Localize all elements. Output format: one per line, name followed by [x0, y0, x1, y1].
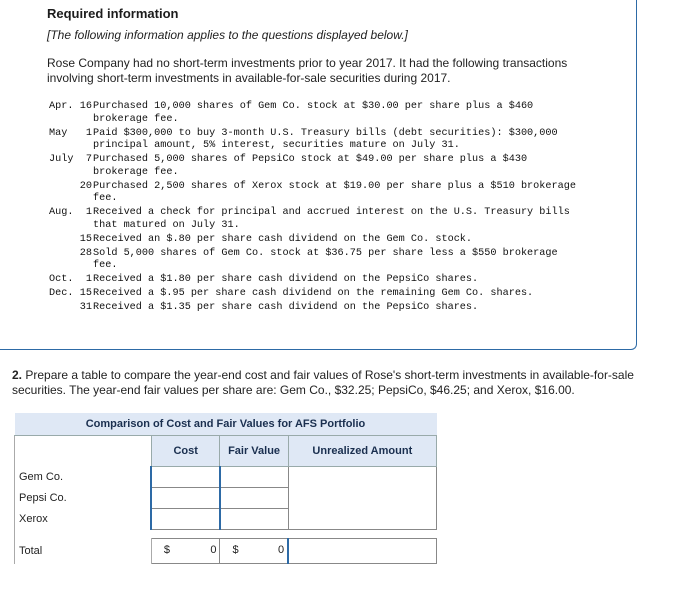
transaction-text: that matured on July 31.	[93, 219, 240, 231]
transaction-entry	[49, 248, 629, 273]
total-unrealized-input[interactable]	[288, 539, 436, 564]
transaction-text: Purchased 5,000 shares of PepsiCo stock at $49.00 per share plus a $430	[93, 154, 528, 165]
xerox-fair-value-input[interactable]	[220, 509, 288, 530]
column-header-cost: Cost	[151, 436, 220, 467]
row-label-xerox: Xerox	[15, 509, 152, 530]
transaction-entry	[49, 288, 629, 301]
transaction-text: Received a check for principal and accrued interest on the U.S. Treasury bills	[93, 207, 570, 218]
question-number: 2.	[12, 368, 23, 382]
transaction-text: brokerage fee.	[93, 166, 179, 178]
transaction-text: Purchased 2,500 shares of Xerox stock at $19.00 per share plus a $510 brokerage	[93, 180, 576, 192]
transaction-text: Received a $.95 per share cash dividend on the remaining Gem Co. shares.	[93, 288, 534, 299]
transaction-day: 31	[79, 302, 92, 313]
pepsi-fair-value-input[interactable]	[220, 488, 288, 509]
transaction-day: 16	[79, 101, 92, 112]
transaction-day: 15	[79, 288, 92, 299]
question-2	[12, 368, 682, 398]
transaction-text: brokerage fee.	[93, 113, 179, 125]
gem-cost-input[interactable]	[151, 467, 220, 488]
transaction-entry	[49, 302, 629, 315]
panel-title: Required information	[47, 6, 179, 21]
header-blank	[15, 436, 152, 467]
transaction-entry	[49, 128, 629, 153]
transaction-month: Apr.	[49, 101, 74, 112]
transaction-text: Purchased 10,000 shares of Gem Co. stock at $30.00 per share plus a $460	[93, 101, 534, 112]
transaction-month: July	[49, 154, 74, 165]
transaction-month: Oct.	[49, 274, 74, 285]
transactions-list	[49, 101, 629, 315]
transaction-entry	[49, 207, 629, 232]
transaction-entry	[49, 101, 629, 126]
column-header-fair-value: Fair Value	[220, 436, 288, 467]
transaction-text: Received a $1.80 per share cash dividend on the PepsiCo shares.	[93, 274, 479, 285]
transaction-day: 15	[79, 233, 92, 245]
xerox-cost-input[interactable]	[151, 509, 220, 530]
transaction-month: May	[49, 127, 68, 139]
table-caption: Comparison of Cost and Fair Values for AFS Portfolio	[15, 413, 437, 436]
transaction-day: 7	[85, 154, 92, 165]
row-label-pepsi: Pepsi Co.	[15, 488, 152, 509]
table-row	[15, 467, 437, 488]
total-fair-value: 0	[278, 544, 285, 556]
gem-fair-value-input[interactable]	[220, 467, 288, 488]
transaction-month: Aug.	[49, 207, 74, 218]
transaction-month: Dec.	[49, 288, 74, 299]
transaction-text: Paid $300,000 to buy 3-month U.S. Treasury bills (debt securities): $300,000	[93, 127, 558, 139]
column-header-unrealized-amount: Unrealized Amount	[288, 436, 436, 467]
pepsi-cost-input[interactable]	[151, 488, 220, 509]
row-label-total: Total	[15, 539, 152, 564]
total-cost-cell	[151, 539, 220, 564]
transaction-entry	[49, 234, 629, 247]
question-text: Prepare a table to compare the year-end cost and fair values of Rose's short-term investments in available-for-sale securities. The year-end fair values per share are: Gem Co., $32.25; PepsiCo, $46.25; and Xerox, $16.00.	[12, 368, 634, 397]
transaction-text: fee.	[93, 193, 118, 204]
transaction-day: 1	[85, 127, 92, 139]
afs-comparison-table	[14, 413, 437, 564]
transaction-text: fee.	[93, 260, 118, 271]
total-cost-currency: $	[163, 544, 171, 556]
total-fair-value-cell	[220, 539, 288, 564]
transaction-day: 28	[79, 247, 92, 259]
transaction-text: principal amount, 5% interest, securities mature on July 31.	[93, 140, 460, 151]
transaction-text: Sold 5,000 shares of Gem Co. stock at $36.75 per share less a $550 brokerage	[93, 247, 558, 259]
row-label-gem: Gem Co.	[15, 467, 152, 488]
transaction-day: 20	[79, 180, 92, 192]
transaction-text: Received an $.80 per share cash dividend on the Gem Co. stock.	[93, 233, 473, 245]
unrealized-amount-area	[288, 467, 436, 530]
transaction-day: 1	[85, 274, 92, 285]
table-row-total	[15, 539, 437, 564]
intro-paragraph: Rose Company had no short-term investments prior to year 2017. It had the following transactions involving short-term investments in available-for-sale securities during 2017.	[47, 56, 568, 85]
total-cost-value: 0	[210, 544, 217, 556]
transaction-entry	[49, 154, 629, 179]
transaction-day: 1	[85, 207, 92, 218]
panel-note: [The following information applies to the questions displayed below.]	[47, 28, 408, 42]
row-spacer	[15, 530, 437, 539]
total-fair-currency: $	[232, 544, 239, 556]
transaction-text: Received a $1.35 per share cash dividend on the PepsiCo shares.	[93, 302, 479, 313]
transaction-entry	[49, 274, 629, 287]
transaction-entry	[49, 181, 629, 206]
